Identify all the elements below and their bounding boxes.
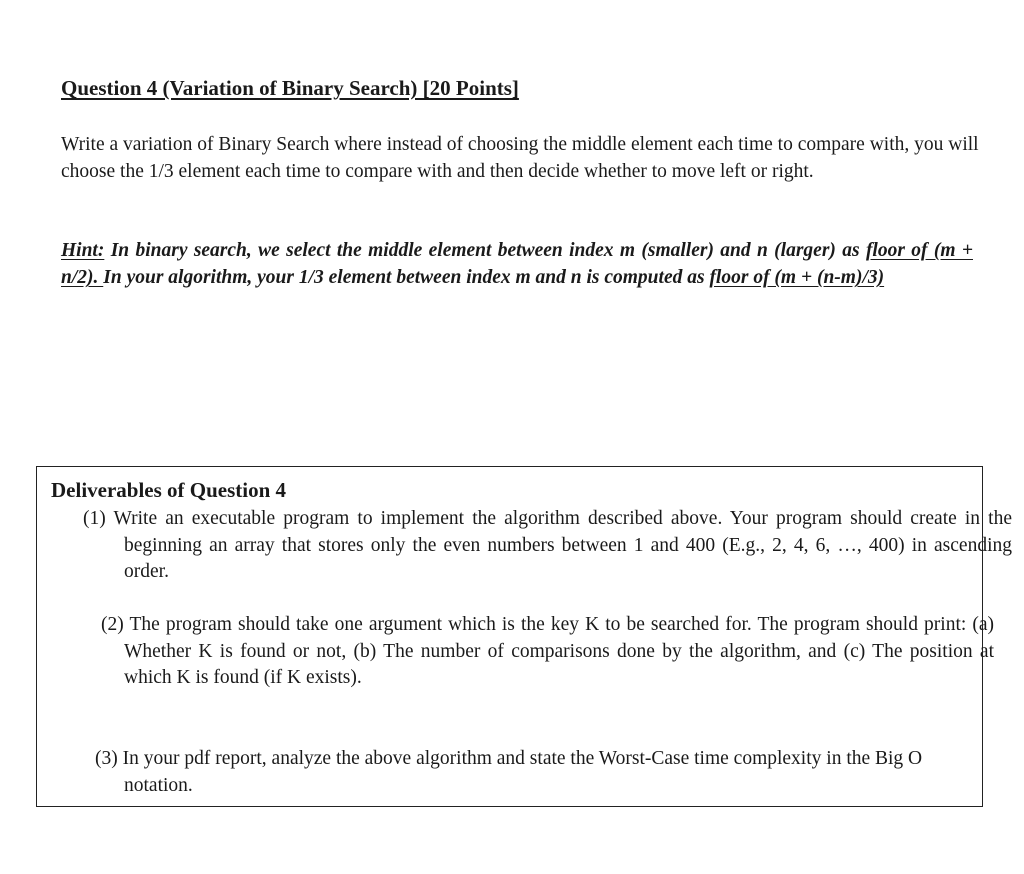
deliverable-item-number: (1) [83, 508, 106, 529]
deliverable-item-text: In your pdf report, analyze the above algorithm and state the Worst-Case time complexity in the Big O notation. [117, 748, 923, 796]
deliverables-title: Deliverables of Question 4 [51, 478, 287, 502]
hint-text-part2: In your algorithm, your 1/3 element between index m and n is computed as [103, 267, 710, 288]
deliverable-item-1 [83, 506, 1012, 586]
deliverable-item-text: Write an executable program to implement the algorithm described above. Your program should create in the beginning an array that stores only the even numbers between 1 and 400 (E.g., 2, 4, 6, …, 400) in ascending order. [105, 508, 1012, 582]
deliverable-item-number: (2) [101, 614, 124, 635]
hint-paragraph [61, 237, 973, 291]
hint-formula-third: floor of (m + (n-m)/3) [709, 267, 885, 288]
deliverable-item-2 [101, 612, 994, 692]
deliverable-item-number: (3) [95, 748, 118, 769]
hint-label: Hint: [61, 240, 105, 261]
deliverables-box [36, 466, 1012, 807]
hint-text-part1: In binary search, we select the middle element between index m (smaller) and n (larger) as [104, 240, 866, 261]
question-title: Question 4 (Variation of Binary Search) [20 Points] [61, 76, 519, 100]
deliverable-item-3 [95, 746, 984, 799]
question-description: Write a variation of Binary Search where instead of choosing the middle element each time to compare with, you will choose the 1/3 element each time to compare with and then decide whether to move left or right. [61, 134, 979, 182]
deliverable-item-text: The program should take one argument which is the key K to be searched for. The program should print: (a) Whether K is found or not, (b) The number of comparisons done by the algorithm, and (c) The position at which K is found (if K exists). [123, 614, 994, 688]
hint-formula-binary: floor of (m + n/2). [61, 240, 973, 288]
